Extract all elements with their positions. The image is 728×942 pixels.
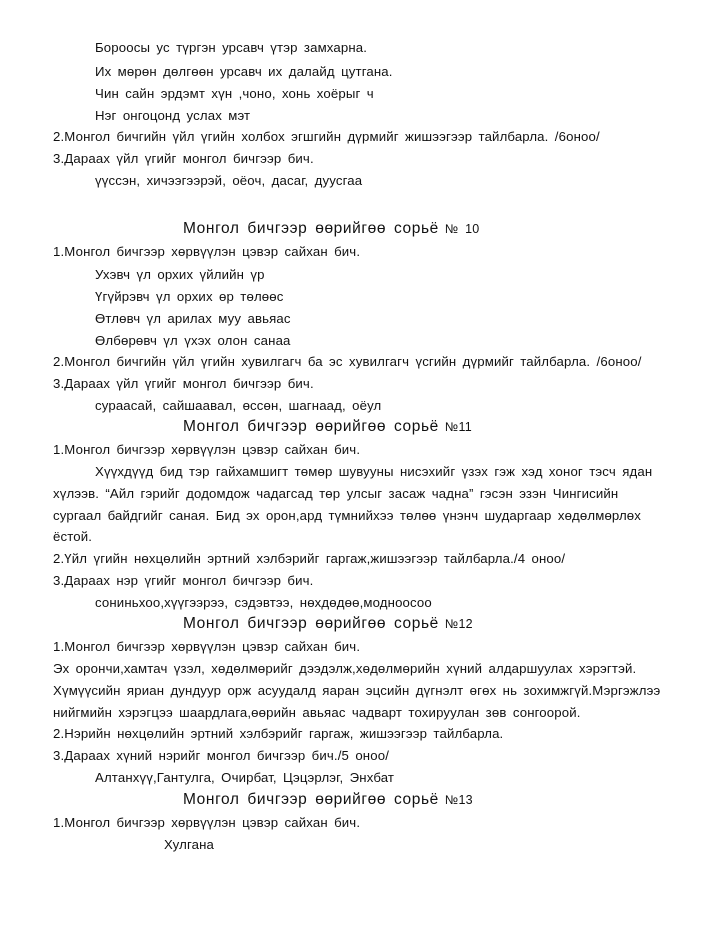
task-line: 3.Дараах үйл үгийг монгол бичгээр бич. [53, 151, 314, 166]
word-list: сураасай, сайшаавал, өссөн, шагнаад, оёул [95, 398, 382, 413]
paragraph-line: хүлээв. “Айл гэрийг додомдож чадагсад төр улсыг засаж чадна” гэсэн эзэн Чингисийн [53, 486, 619, 501]
poem-line: Ухэвч үл орхих үйлийн үр [95, 267, 265, 282]
poem-line: Их мөрөн дөлгөөн урсавч их далайд цутгана. [95, 64, 393, 79]
task-line: 2.Нэрийн нөхцөлийн эртний хэлбэрийг гаргаж, жишээгээр тайлбарла. [53, 726, 504, 741]
task-line: 1.Монгол бичгээр хөрвүүлэн цэвэр сайхан бич. [53, 442, 361, 457]
section-title-13 [183, 790, 473, 810]
paragraph-line: ёстой. [53, 529, 93, 544]
task-line: 1.Монгол бичгээр хөрвүүлэн цэвэр сайхан бич. [53, 815, 361, 830]
section-number: №13 [444, 793, 473, 807]
section-title-text: Монгол бичгээр өөрийгөө сорьё [183, 615, 439, 632]
section-title-text: Монгол бичгээр өөрийгөө сорьё [183, 791, 439, 808]
poem-line: Бороосы ус түргэн урсавч үтэр замхарна. [95, 40, 368, 55]
task-line: 3.Дараах үйл үгийг монгол бичгээр бич. [53, 376, 314, 391]
section-title-text: Монгол бичгээр өөрийгөө сорьё [183, 418, 439, 435]
task-line: 2.Монгол бичгийн үйл үгийн холбох эгшгийн дүрмийг жишээгээр тайлбарла. /6оноо/ [53, 129, 600, 144]
paragraph-line: Эх орончи,хамтач үзэл, хөдөлмөрийг дээдэлж,хөдөлмөрийн хүний алдаршуулах хэрэгтэй. [53, 661, 637, 676]
word-list: сониньхоо,хүүгээрээ, сэдэвтээ, нөхдөдөө,модноосоо [95, 595, 432, 610]
section-number: №12 [444, 617, 473, 631]
paragraph-line: Хүүхдүүд бид тэр гайхамшигт төмөр шувууны нисэхийг үзэх гэж хэд хоног тэсч ядан [95, 464, 653, 479]
word-list: Алтанхүү,Гантулга, Очирбат, Цэцэрлэг, Энхбат [95, 770, 395, 785]
task-line: 3.Дараах хүний нэрийг монгол бичгээр бич./5 оноо/ [53, 748, 390, 763]
paragraph-line: нийгмийн хэрэгцээ шаардлага,өөрийн авьяас чадварт тохируулан зөв сонгоорой. [53, 705, 581, 720]
section-title-10 [183, 219, 479, 239]
poem-line: Өтлөвч үл арилах муу авьяас [95, 311, 291, 326]
section-title-12 [183, 614, 473, 634]
task-line: 1.Монгол бичгээр хөрвүүлэн цэвэр сайхан бич. [53, 639, 361, 654]
section-title-11 [183, 417, 472, 437]
word-list: үүссэн, хичээгээрэй, оёоч, дасаг, дуусгаа [95, 173, 363, 188]
task-line: 2.Монгол бичгийн үйл үгийн хувилгагч ба эс хувилгагч үсгийн дүрмийг тайлбарла. /6оноо/ [53, 354, 642, 369]
poem-line: Өлбөрөвч үл үхэх олон санаа [95, 333, 291, 348]
task-line: 2.Үйл үгийн нөхцөлийн эртний хэлбэрийг гаргаж,жишээгээр тайлбарла./4 оноо/ [53, 551, 566, 566]
word-list: Хулгана [164, 837, 215, 852]
paragraph-line: Хүмүүсийн яриан дундуур орж асуудалд яаран эцсийн дүгнэлт өгөх нь зохимжгүй.Мэргэжлээ [53, 683, 661, 698]
section-title-text: Монгол бичгээр өөрийгөө сорьё [183, 220, 439, 237]
poem-line: Чин сайн эрдэмт хүн ,чоно, хонь хоёрыг ч [95, 86, 374, 101]
poem-line: Нэг онгоцонд услах мэт [95, 108, 251, 123]
task-line: 3.Дараах нэр үгийг монгол бичгээр бич. [53, 573, 314, 588]
poem-line: Үгүйрэвч үл орхих өр төлөөс [95, 289, 284, 304]
task-line: 1.Монгол бичгээр хөрвүүлэн цэвэр сайхан бич. [53, 244, 361, 259]
section-number: № 10 [444, 222, 480, 236]
paragraph-line: сургаал байдгийг саная. Бид эх орон,ард түмнийхээ төлөө үнэнч шударгаар хөдөлмөрлөх [53, 508, 642, 523]
section-number: №11 [444, 420, 472, 434]
